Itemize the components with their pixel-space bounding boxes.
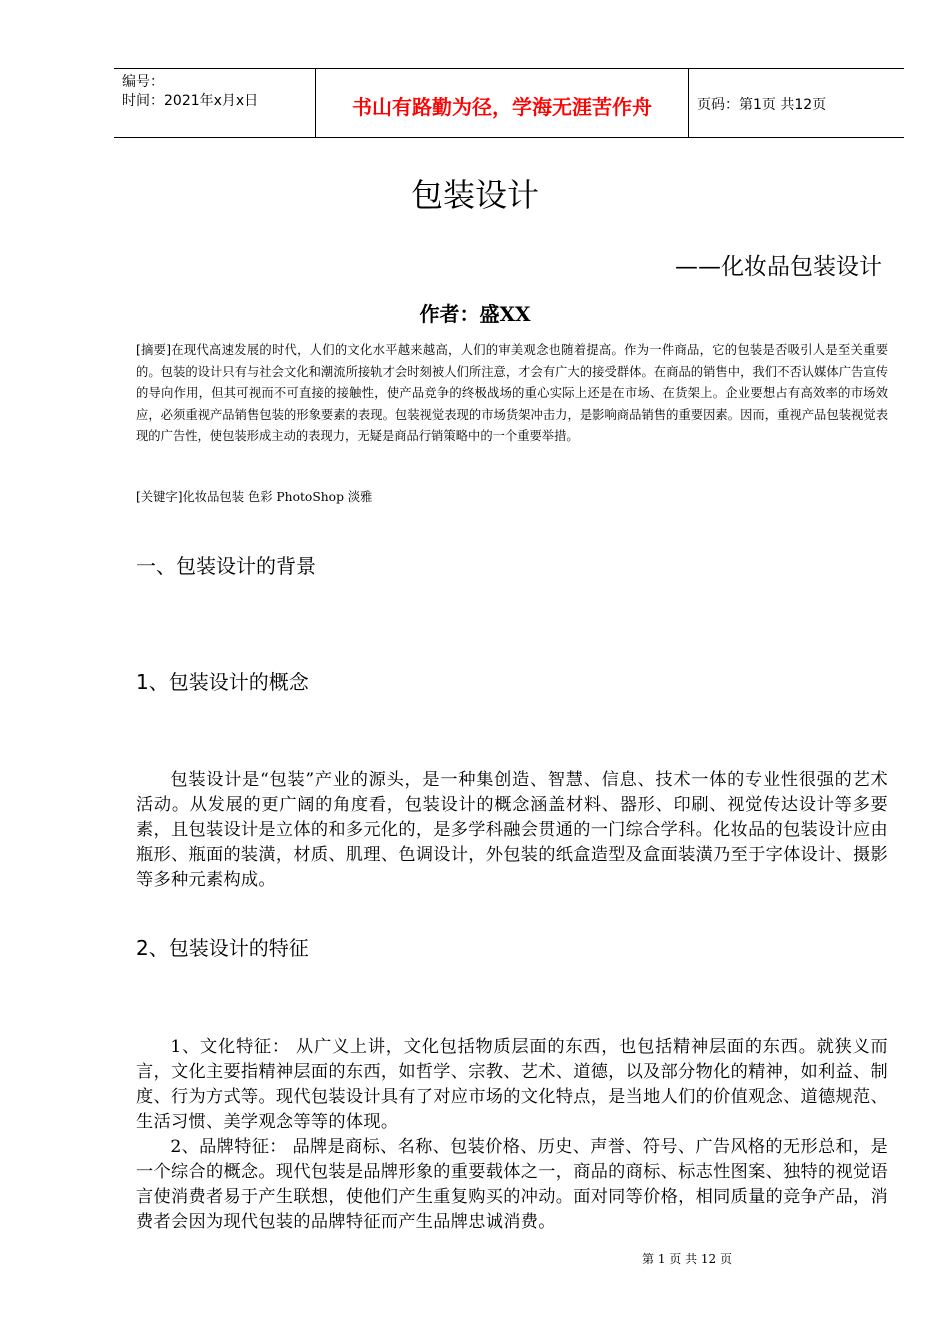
abstract-block [136, 340, 888, 448]
page-footer: 第 1 页 共 12 页 [642, 1252, 732, 1266]
brand-feature-paragraph: 2、品牌特征： 品牌是商标、名称、包装价格、历史、声誉、符号、广告风格的无形总和，是一个综合的概念。现代包装是品牌形象的重要载体之一，商品的商标、标志性图案、独特的视觉语言使消费者易于产生联想，使他们产生重复购买的冲动。面对同等价格，相同质量的竞争产品，消费者会因为现代包装的品牌特征而产生品牌忠诚消费。 [136, 1137, 888, 1232]
keywords-text: 化妆品包装 色彩 PhotoShop 淡雅 [182, 490, 373, 504]
document-time-label: 时间：2021年x月x日 [122, 93, 259, 109]
header-motto: 书山有路勤为径，学海无涯苦作舟 [316, 69, 689, 137]
keywords-tag: [关键字] [136, 490, 183, 504]
document-author: 作者：盛XX [419, 302, 531, 326]
features-paragraph-block [136, 1035, 888, 1235]
header-page-label: 页码：第1页 共12页 [697, 97, 827, 113]
subsection-heading-features: 2、包装设计的特征 [136, 936, 309, 960]
concept-paragraph: 包装设计是“包装”产业的源头，是一种集创造、智慧、信息、技术一体的专业性很强的艺术活动。从发展的更广阔的角度看，包装设计的概念涵盖材料、器形、印刷、视觉传达设计等多要素，且包装设计是立体的和多元化的，是多学科融会贯通的一门综合学科。化妆品的包装设计应由瓶形、瓶面的装潢，材质、肌理、色调设计，外包装的纸盒造型及盒面装潢乃至于字体设计、摄影等多种元素构成。 [136, 770, 888, 890]
document-number-label: 编号： [122, 74, 164, 90]
section-heading-background: 一、包装设计的背景 [136, 554, 316, 578]
document-subtitle: ——化妆品包装设计 [675, 254, 882, 280]
subsection-heading-concept: 1、包装设计的概念 [136, 670, 309, 694]
keywords-block [136, 486, 372, 508]
header-meta-cell [114, 69, 316, 137]
abstract-tag: [摘要] [136, 343, 172, 357]
abstract-text: 在现代高速发展的时代，人们的文化水平越来越高，人们的审美观念也随着提高。作为一件商品，它的包装是否吸引人是至关重要的。包装的设计只有与社会文化和潮流所接轨才会时刻被人们所注意，才会有广大的接受群体。在商品的销售中，我们不否认媒体广告宣传的导向作用，但其可视而不可直接的接触性，使产品竞争的终极战场的重心实际上还是在市场、在货架上。企业要想占有高效率的市场效应，必须重视产品销售包装的形象要素的表现。包装视觉表现的市场货架冲击力，是影响商品销售的重要因素。因而，重视产品包装视觉表现的广告性，使包装形成主动的表现力，无疑是商品行销策略中的一个重要举措。 [136, 343, 888, 444]
page-header-table [114, 68, 904, 138]
concept-paragraph-block [136, 768, 888, 893]
culture-feature-paragraph: 1、文化特征： 从广义上讲，文化包括物质层面的东西，也包括精神层面的东西。就狭义而言，文化主要指精神层面的东西，如哲学、宗教、艺术、道德，以及部分物化的精神，如利益、制度、行为方式等。现代包装设计具有了对应市场的文化特点，是当地人们的价值观念、道德规范、生活习惯、美学观念等等的体现。 [136, 1037, 888, 1132]
document-title: 包装设计 [410, 176, 539, 214]
